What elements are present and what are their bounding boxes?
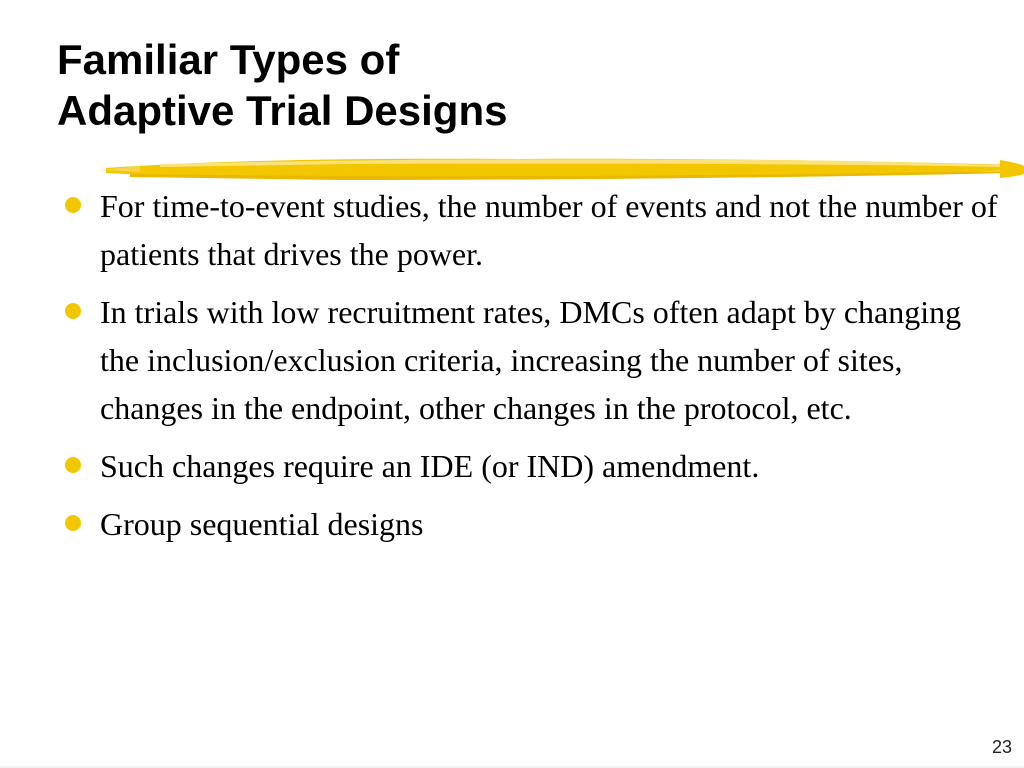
bullet-item xyxy=(60,442,1000,490)
bullet-text: Such changes require an IDE (or IND) amendment. xyxy=(100,448,760,484)
bullet-dot-icon xyxy=(65,515,81,531)
bullet-item xyxy=(60,288,1000,432)
bullet-dot-icon xyxy=(65,457,81,473)
bullet-text: For time-to-event studies, the number of events and not the number of patients that drives the power. xyxy=(100,188,998,272)
slide-title xyxy=(57,34,507,136)
bullet-text: Group sequential designs xyxy=(100,506,424,542)
bullet-text: In trials with low recruitment rates, DMCs often adapt by changing the inclusion/exclusion criteria, increasing the number of sites, changes in the endpoint, other changes in the protocol, etc. xyxy=(100,294,962,426)
bullet-item xyxy=(60,500,1000,548)
bullet-dot-icon xyxy=(65,303,81,319)
slide-title-line-1: Familiar Types of xyxy=(57,36,400,83)
bullet-dot-icon xyxy=(65,197,81,213)
bullet-list xyxy=(60,182,1000,558)
slide-title-line-2: Adaptive Trial Designs xyxy=(57,87,508,134)
bullet-item xyxy=(60,182,1000,278)
page-number: 23 xyxy=(991,737,1012,757)
